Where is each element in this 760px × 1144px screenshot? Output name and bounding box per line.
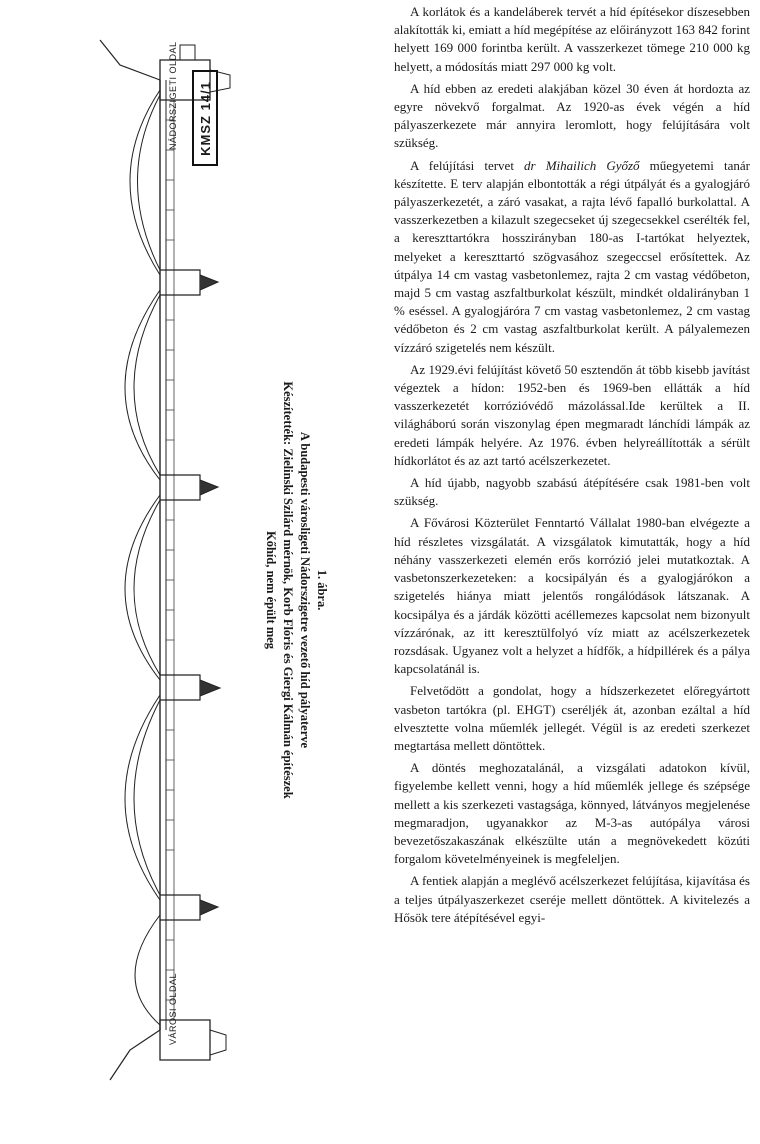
caption-makers: Készítették: Zielinski Szilárd mérnök, Korb Flóris és Giergi Kálmán építészek [281, 381, 295, 799]
paragraph: Felvetődött a gondolat, hogy a hídszerkezetet előregyártott vasbeton tartókra (pl. EHGT) cseréljék át, azonban ezáltal a híd elvesztette volna műemlék jellegét. Végül is az eredeti szerkezet megtartása mellett döntöttek. [394, 683, 750, 753]
label-varosi-side: VÁROSI OLDAL [168, 972, 178, 1045]
label-nadorszigeti-side: NÁDORSZIGETI OLDAL [168, 41, 178, 150]
archive-stamp [192, 70, 218, 166]
caption-number: 1. ábra. [315, 569, 329, 611]
article-text [394, 3, 750, 931]
paragraph: A híd ebben az eredeti alakjában közel 30 éven át hordozta az egyre növekvő forgalmat. Az 1920-as évek végén a híd pályaszerkezete már annyira leromlott, hogy felújítására volt szükség. [394, 80, 750, 151]
paragraph: Az 1929.évi felújítást követő 50 esztendőn át több kisebb javítást végeztek a hídon: 1952-ben és 1969-ben ellátták a híd vasszerkezetét korrózióvédő mázolással.Ide kerültek a II. világháború során viszonylag épen megmaradt lánchídi lámpák az eredeti lámpák helyére. Az 1976. évben helyreállították a sérült hídkorlátot és az azt tartó acélszerkezetet. [394, 361, 750, 468]
text-span: műegyetemi tanár készítette. E terv alapján elbontották a régi útpályát és a gyalogjáró pályaszerkezetét, a záró vasakat, a rajta lévő fapalló burkolattal. A vasszerkezetben a kilazult szegecseket új szegecsekkel cserélték fel, a kereszttartókra hosszirányban 180-as I-tartókat helyeztek, melyeket a kereszttartó szögvasához szegeccsel erősítettek. Az útpálya 14 cm vastag vasbetonlemez, rajta 2 cm vastag védőbeton, majd 5 cm vastag aszfaltburkolat készült, mindkét oldalirányban 1 % eséssel. A gyalogjáróra 7 cm vastag vasbetonlemez, 2 cm vastag védőbeton és 2 cm vastag aszfaltburkolat került. A pályalemezen vízzáró szigetelés nem készült. [394, 157, 750, 355]
author-name: dr Mihailich Győző [524, 157, 640, 173]
paragraph: A Fővárosi Közterület Fenntartó Vállalat 1980-ban elvégezte a híd részletes vizsgálatát. A vizsgálatok kimutatták, hogy a híd néhány vasszerkezeti elemén erős korrózió jelei mutatkoztak. A vasbetonszerkezeteken: a kocsipályán és a gyalogjárókon a szigetelés hiánya miatt jelentős rongálódások látszanak. A kocsipálya és a járdák közötti acéllemezes kapcsolat nem bizonyult vízzárónak, az itt keresztülfolyó víz miatt az acélszerkezetek rozsdásak. Ugyanez volt a helyzet a hídfők, a hídpillérek és a pálya kapcsolatánál is. [394, 515, 750, 677]
paragraph: A döntés meghozatalánál, a vizsgálati adatokon kívül, figyelembe kellett venni, hogy a híd műemlék jellege és szépsége mellett a kis szerkezeti vastagsága, könnyed, látványos megjelenése megmaradjon, ugyanakkor az M-3-as autópálya városi bevezetőszakaszának elkészülte után a megnövekedett közúti forgalom követelményeinek is megfeleljen. [394, 760, 750, 867]
text-span: A felújítási tervet [410, 157, 525, 173]
bridge-elevation-drawing [60, 20, 260, 1100]
paragraph: A híd újabb, nagyobb szabású átépítésére csak 1981-ben volt szükség. [394, 475, 750, 509]
paragraph: A fentiek alapján a meglévő acélszerkezet felújítása, kijavítása és a teljes útpályaszerkezet cseréje mellett döntöttek. A kivitelezés a Hősök tere átépítésével egyi- [394, 873, 750, 925]
caption-note: Kőhíd, nem épült meg [264, 530, 278, 650]
paragraph: A korlátok és a kandeláberek tervét a híd építésekor díszesebben alakították ki, emiatt a híd megépítése az előirányzott 163 842 forint helyett 169 000 forintba került. A vasszerkezet tömege 210 000 kg helyett, a módosítás miatt 297 000 kg volt. [394, 4, 750, 74]
figure-caption [262, 295, 330, 885]
paragraph [394, 157, 750, 357]
stamp-text: KMSZ 14/1 [197, 80, 213, 156]
caption-title: A budapesti városligeti Nádorszigetre vezető híd pályaterve [298, 431, 312, 749]
